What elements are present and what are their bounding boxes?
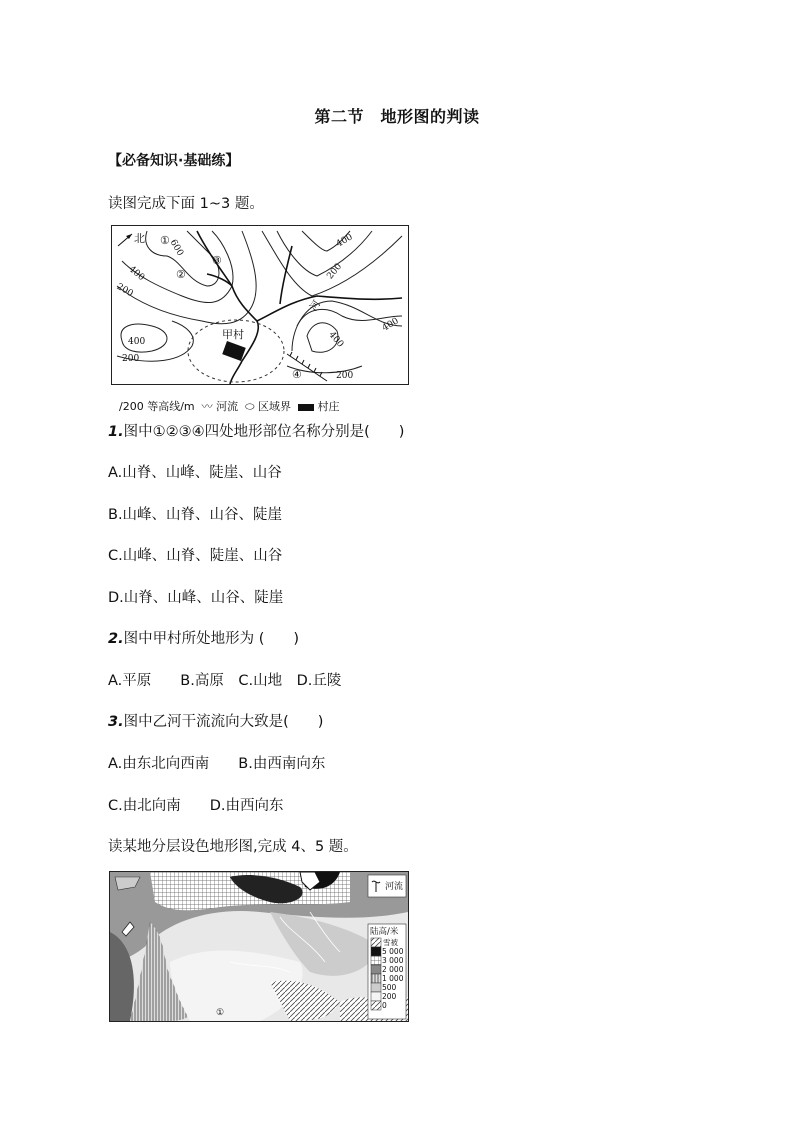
label-2: ② bbox=[176, 268, 186, 281]
q2-options: A.平原 B.高原 C.山地 D.丘陵 bbox=[108, 673, 342, 689]
height-level-5000: 5 000 bbox=[382, 947, 404, 956]
q1-option-c: C.山峰、山脊、陡崖、山谷 bbox=[108, 548, 283, 564]
contour-400-a: 400 bbox=[126, 264, 147, 284]
height-level-3000: 3 000 bbox=[382, 956, 404, 965]
contour-400-e: 400 bbox=[128, 337, 146, 347]
q3-options-2: C.由北向南 D.由西向东 bbox=[108, 798, 284, 814]
section-heading: 【必备知识·基础练】 bbox=[108, 153, 240, 169]
question-2: 2.图中甲村所处地形为 ( ) bbox=[108, 631, 300, 647]
village-label: 甲村 bbox=[222, 328, 244, 341]
label-3: ③ bbox=[212, 254, 222, 267]
intro-1: 读图完成下面 1~3 题。 bbox=[108, 196, 264, 212]
label-1: ① bbox=[160, 234, 170, 247]
map1-legend: ∕200 等高线/m 〰 河流 ⬭ 区域界 村庄 bbox=[119, 400, 340, 413]
label-4: ④ bbox=[292, 368, 302, 381]
page-title: 第二节 地形图的判读 bbox=[314, 107, 480, 126]
contour-200-c: 200 bbox=[336, 371, 354, 381]
q1-option-a: A.山脊、山峰、陡崖、山谷 bbox=[108, 465, 282, 481]
question-1: 1.图中①②③④四处地形部位名称分别是( ) bbox=[108, 424, 405, 440]
map2-marker: ① bbox=[216, 1008, 225, 1018]
legend-river-icon: 〰 bbox=[201, 400, 213, 413]
contour-map-figure bbox=[111, 225, 409, 385]
contour-400-d: 400 bbox=[326, 329, 346, 350]
contour-400-b: 400 bbox=[334, 232, 355, 250]
river-label: 河 bbox=[308, 298, 324, 314]
height-level-snow: 雪被 bbox=[383, 938, 398, 947]
legend-river: 河流 bbox=[385, 882, 404, 892]
height-level-1000: 1 000 bbox=[382, 974, 404, 983]
legend-village-icon bbox=[298, 404, 314, 411]
legend-boundary-icon: ⬭ bbox=[245, 400, 255, 413]
height-level-2000: 2 000 bbox=[382, 965, 404, 974]
height-level-500: 500 bbox=[382, 983, 397, 992]
q1-option-b: B.山峰、山脊、山谷、陡崖 bbox=[108, 507, 283, 523]
contour-400-c: 400 bbox=[380, 316, 401, 334]
height-level-200: 200 bbox=[382, 992, 397, 1001]
contour-600: 600 bbox=[167, 238, 185, 258]
intro-2: 读某地分层设色地形图,完成 4、5 题。 bbox=[108, 839, 358, 855]
contour-200-b: 200 bbox=[325, 261, 345, 282]
relief-map-figure bbox=[109, 871, 409, 1022]
north-label: 北 bbox=[134, 232, 145, 245]
legend-contour-icon: ∕ bbox=[119, 400, 123, 413]
q3-options-1: A.由东北向西南 B.由西南向东 bbox=[108, 756, 326, 772]
contour-200-a: 200 bbox=[114, 281, 135, 300]
height-legend-title: 陆高/米 bbox=[370, 927, 399, 937]
question-3: 3.图中乙河干流流向大致是( ) bbox=[108, 714, 324, 730]
q1-option-d: D.山脊、山峰、山谷、陡崖 bbox=[108, 590, 284, 606]
contour-200-d: 200 bbox=[122, 354, 140, 364]
height-level-0: 0 bbox=[382, 1001, 387, 1010]
